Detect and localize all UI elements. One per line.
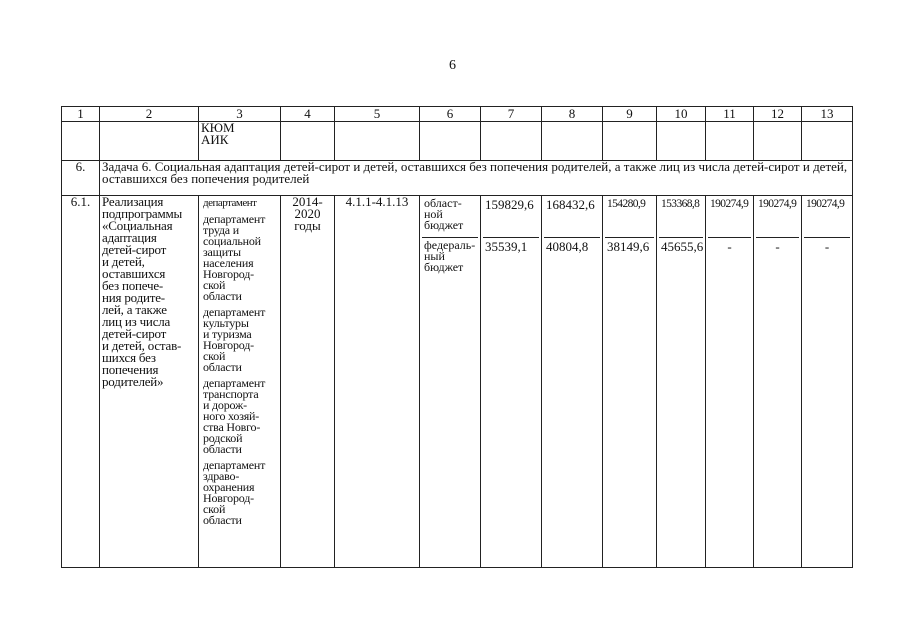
continuation-row xyxy=(62,122,853,161)
column-number: 10 xyxy=(657,107,706,122)
task-text: Задача 6. Социальная адаптация детей-сирот и детей, оставшихся без попечения родителей, а также лиц из числа детей-сирот и детей, оставшихся без попечения родителей xyxy=(100,161,853,196)
column-number-row xyxy=(62,107,853,122)
program-table xyxy=(61,106,853,568)
federal-value: 38149,6 xyxy=(607,239,650,254)
column-number: 1 xyxy=(62,107,100,122)
funding-year-2014 xyxy=(481,196,542,568)
activity-number: 6.1. xyxy=(62,196,100,568)
column-number: 8 xyxy=(542,107,603,122)
funding-year-2018 xyxy=(706,196,754,568)
regional-value: 168432,6 xyxy=(544,196,600,238)
executor-item: департамент xyxy=(203,197,257,209)
activity-row xyxy=(62,196,853,568)
regional-value: 154280,9 xyxy=(605,196,654,238)
executor-item: департамент культуры и туризма Новгород- ской области xyxy=(203,305,266,374)
federal-value: - xyxy=(727,239,732,254)
column-number: 2 xyxy=(100,107,199,122)
funding-year-2015 xyxy=(542,196,603,568)
subprogram-name: Реализация подпрограммы «Социальная адаптация детей-сирот и детей, оставшихся без попече- ния родите- лей, а также лиц из числа детей-сирот и детей, остав- шихся без попечения родителей» xyxy=(100,196,199,568)
indicator-code: 4.1.1-4.1.13 xyxy=(335,196,420,568)
funding-source-regional: област- ной бюджет xyxy=(422,196,478,238)
executor-item: департамент здраво- охранения Новгород- ской области xyxy=(203,458,266,527)
page-number: 6 xyxy=(449,58,456,73)
funding-source-cell xyxy=(420,196,481,568)
column-number: 11 xyxy=(706,107,754,122)
federal-value: - xyxy=(824,239,830,254)
funding-year-2019 xyxy=(754,196,802,568)
funding-source-federal: федераль- ный бюджет xyxy=(424,238,476,274)
task-row xyxy=(62,161,853,196)
column-number: 7 xyxy=(481,107,542,122)
federal-value: 35539,1 xyxy=(485,239,528,254)
regional-value: 153368,8 xyxy=(659,196,703,238)
executor-item: департамент транспорта и дорож- ного хозяй- ства Новго- родской области xyxy=(203,376,266,456)
regional-value: 159829,6 xyxy=(483,196,539,238)
federal-value: 45655,6 xyxy=(661,239,704,254)
executor-continuation: КЮМ АИК xyxy=(199,122,281,161)
executor-item: департамент труда и социальной защиты населения Новгород- ской области xyxy=(203,212,266,303)
column-number: 12 xyxy=(754,107,802,122)
federal-value: - xyxy=(775,239,780,254)
regional-value: 190274,9 xyxy=(756,196,799,238)
period-cell: 2014- 2020 годы xyxy=(281,196,335,568)
column-number: 6 xyxy=(420,107,481,122)
funding-year-2020 xyxy=(802,196,853,568)
column-number: 3 xyxy=(199,107,281,122)
funding-year-2016 xyxy=(603,196,657,568)
column-number: 5 xyxy=(335,107,420,122)
executors-cell xyxy=(199,196,281,568)
column-number: 4 xyxy=(281,107,335,122)
task-number: 6. xyxy=(62,161,100,196)
column-number: 9 xyxy=(603,107,657,122)
funding-year-2017 xyxy=(657,196,706,568)
regional-value: 190274,9 xyxy=(804,196,850,238)
column-number: 13 xyxy=(802,107,853,122)
federal-value: 40804,8 xyxy=(546,239,589,254)
regional-value: 190274,9 xyxy=(708,196,751,238)
